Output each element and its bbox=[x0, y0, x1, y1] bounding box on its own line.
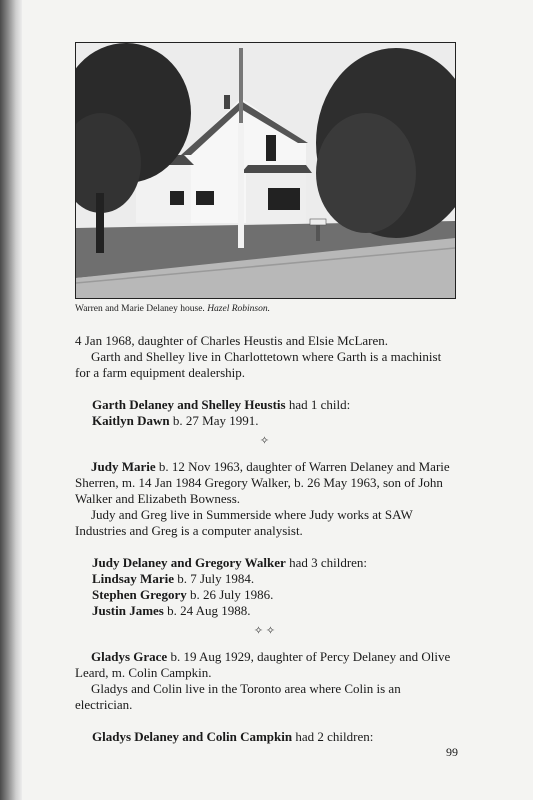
child-justin-birth: b. 24 Aug 1988. bbox=[163, 603, 251, 618]
paragraph-gladys bbox=[75, 649, 454, 681]
judy-details: b. 12 Nov 1963, daughter of Warren Delaney and Marie Sherren, m. 14 Jan 1984 Gregory Walker, b. 26 May 1963, son of John Walker and Elizabeth Bowness. bbox=[75, 459, 450, 506]
child-lindsay-name: Lindsay Marie bbox=[92, 571, 174, 586]
gladys-family-suffix: had 2 children: bbox=[292, 729, 374, 744]
child-stephen-birth: b. 26 July 1986. bbox=[186, 587, 274, 602]
garth-family-suffix: had 1 child: bbox=[285, 397, 351, 412]
page-number: 99 bbox=[446, 745, 458, 759]
paragraph-gladys-residence: Gladys and Colin live in the Toronto area where Colin is an electrician. bbox=[75, 681, 401, 712]
section-divider: ✧ bbox=[259, 435, 270, 447]
gladys-family-names: Gladys Delaney and Colin Campkin bbox=[92, 729, 293, 744]
gladys-family-heading bbox=[75, 729, 454, 745]
child-stephen bbox=[75, 587, 454, 603]
garth-family-heading bbox=[75, 397, 454, 413]
gladys-details: b. 19 Aug 1929, daughter of Percy Delaney and Olive Leard, m. Colin Campkin. bbox=[75, 649, 451, 680]
paragraph-shelley-birth: 4 Jan 1968, daughter of Charles Heustis and Elsie McLaren. bbox=[75, 333, 389, 348]
judy-family-names: Judy Delaney and Gregory Walker bbox=[92, 555, 286, 570]
judy-name: Judy Marie bbox=[91, 459, 156, 474]
judy-family-suffix: had 3 children: bbox=[285, 555, 368, 570]
child-lindsay bbox=[75, 571, 454, 587]
body-text bbox=[75, 333, 454, 745]
child-stephen-name: Stephen Gregory bbox=[92, 587, 187, 602]
gladys-name: Gladys Grace bbox=[91, 649, 168, 664]
caption-credit: Hazel Robinson. bbox=[207, 304, 270, 314]
caption-text: Warren and Marie Delaney house. bbox=[75, 304, 205, 314]
judy-family-heading bbox=[75, 555, 454, 571]
child-kaitlyn bbox=[75, 413, 454, 429]
section-divider-double: ✧ ✧ bbox=[253, 625, 276, 637]
photo-caption bbox=[75, 304, 270, 314]
paragraph-judy-residence: Judy and Greg live in Summerside where Judy works at SAW Industries and Greg is a computer analysist. bbox=[75, 507, 413, 538]
paragraph-judy bbox=[75, 459, 454, 507]
child-justin-name: Justin James bbox=[92, 603, 164, 618]
child-lindsay-birth: b. 7 July 1984. bbox=[173, 571, 255, 586]
child-justin bbox=[75, 603, 454, 619]
child-kaitlyn-birth: b. 27 May 1991. bbox=[169, 413, 259, 428]
book-spine-shadow bbox=[0, 0, 22, 800]
child-kaitlyn-name: Kaitlyn Dawn bbox=[92, 413, 170, 428]
paragraph-garth-residence: Garth and Shelley live in Charlottetown where Garth is a machinist for a farm equipment dealership. bbox=[75, 349, 442, 380]
garth-family-names: Garth Delaney and Shelley Heustis bbox=[92, 397, 286, 412]
house-photograph bbox=[75, 42, 456, 299]
